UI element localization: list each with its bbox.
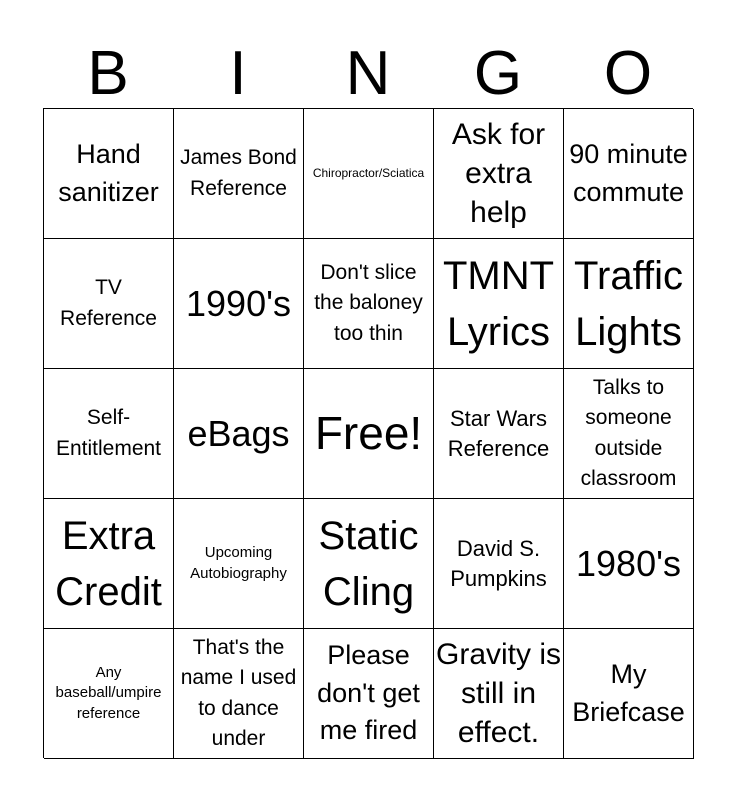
bingo-cell[interactable]: Don't slice the baloney too thin xyxy=(304,239,434,369)
bingo-cell[interactable]: TV Reference xyxy=(44,239,174,369)
header-letter-b: B xyxy=(87,39,129,108)
bingo-cell[interactable]: David S. Pumpkins xyxy=(434,499,564,629)
bingo-cell[interactable]: Talks to someone outside classroom xyxy=(564,369,694,499)
bingo-cell[interactable]: That's the name I used to dance under xyxy=(174,629,304,759)
bingo-cell[interactable]: Ask for extra help xyxy=(434,109,564,239)
bingo-cell[interactable]: 1980's xyxy=(564,499,694,629)
bingo-cell[interactable]: Traffic Lights xyxy=(564,239,694,369)
bingo-cell[interactable]: Any baseball/umpire reference xyxy=(44,629,174,759)
bingo-cell[interactable]: eBags xyxy=(174,369,304,499)
bingo-cell[interactable]: Hand sanitizer xyxy=(44,109,174,239)
header-letter-n: N xyxy=(345,39,391,108)
bingo-cell[interactable]: 1990's xyxy=(174,239,304,369)
header-letter-g: G xyxy=(473,39,523,108)
header-letter-o: O xyxy=(603,39,653,108)
bingo-cell[interactable]: Self-Entitlement xyxy=(44,369,174,499)
bingo-cell[interactable]: Chiropractor/Sciatica xyxy=(304,109,434,239)
bingo-cell[interactable]: Gravity is still in effect. xyxy=(434,629,564,759)
header-letter-i: I xyxy=(229,39,247,108)
bingo-cell[interactable]: TMNT Lyrics xyxy=(434,239,564,369)
bingo-board xyxy=(43,108,693,758)
bingo-cell[interactable]: Star Wars Reference xyxy=(434,369,564,499)
bingo-cell[interactable]: Upcoming Autobiography xyxy=(174,499,304,629)
bingo-cell[interactable]: 90 minute commute xyxy=(564,109,694,239)
bingo-cell[interactable]: James Bond Reference xyxy=(174,109,304,239)
bingo-cell[interactable]: Static Cling xyxy=(304,499,434,629)
bingo-cell[interactable]: My Briefcase xyxy=(564,629,694,759)
bingo-cell[interactable]: Please don't get me fired xyxy=(304,629,434,759)
bingo-cell[interactable]: Free! xyxy=(304,369,434,499)
bingo-header xyxy=(43,40,693,108)
bingo-cell[interactable]: Extra Credit xyxy=(44,499,174,629)
